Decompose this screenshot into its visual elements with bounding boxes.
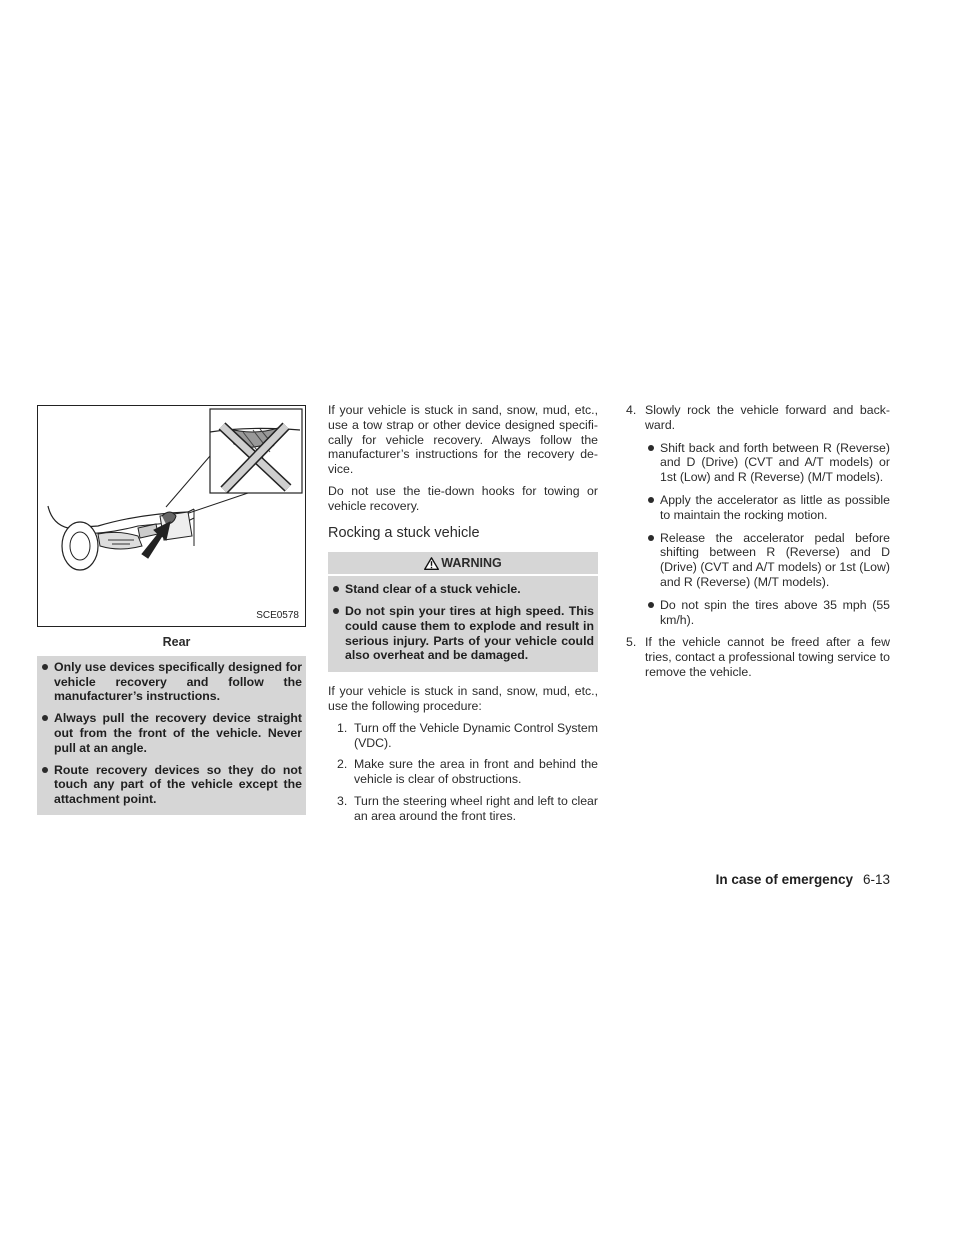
step-item	[626, 403, 890, 627]
figure-code: SCE0578	[256, 610, 299, 622]
step-item	[626, 635, 890, 679]
step-text: Turn the steering wheel right and left to clear an area around the front tires.	[354, 793, 598, 823]
page-number: 6-13	[862, 872, 890, 887]
step-text: If the vehicle cannot be freed after a few tries, contact a professional towing service to remove the vehicle.	[645, 635, 890, 679]
list-item: Only use devices specifically designed for vehicle recovery and follow the manufacturer’s instructions.	[39, 660, 302, 704]
step-number: 4.	[626, 403, 637, 417]
page-footer	[716, 872, 890, 887]
paragraph: If your vehicle is stuck in sand, snow, mud, etc., use the following procedure:	[328, 684, 598, 713]
list-item: Route recovery devices so they do not touch any part of the vehicle except the attachment point.	[39, 763, 302, 807]
list-item: Do not spin the tires above 35 mph (55 km/h).	[645, 598, 890, 628]
step-number: 3.	[337, 793, 348, 808]
step-4-bullets	[645, 441, 890, 628]
step-text: Turn off the Vehicle Dynamic Control System (VDC).	[354, 720, 598, 750]
list-item: Stand clear of a stuck vehicle.	[330, 582, 594, 597]
procedure-steps-continued	[626, 403, 890, 680]
middle-column	[328, 403, 598, 831]
step-number: 5.	[626, 635, 637, 650]
vehicle-rear-drawing	[38, 406, 305, 626]
step-text: Slowly rock the vehicle forward and back-ward.	[645, 403, 890, 432]
figure-caption: Rear	[162, 635, 191, 649]
step-item	[328, 794, 598, 824]
list-item: Shift back and forth between R (Reverse) and D (Drive) (CVT and A/T models) or 1st (Low) and R (Reverse) (M/T models).	[645, 441, 890, 485]
list-item: Release the accelerator pedal before shifting between R (Reverse) and D (Drive) (CVT and A/T models) or 1st (Low) and R (Reverse) (M/T models).	[645, 531, 890, 590]
list-item: Do not spin your tires at high speed. This could cause them to explode and result in serious injury. Parts of your vehicle could also overheat and be damaged.	[330, 604, 594, 663]
step-item	[328, 757, 598, 787]
warning-title: WARNING	[441, 556, 502, 571]
middle-warning-list	[330, 582, 594, 663]
left-warning-box	[37, 656, 306, 815]
right-column	[626, 403, 890, 687]
paragraph: Do not use the tie-down hooks for towing or vehicle recovery.	[328, 483, 598, 513]
left-warning-list	[39, 660, 302, 807]
procedure-steps	[328, 721, 598, 824]
warning-header	[328, 552, 598, 576]
list-item: Always pull the recovery device straight out from the front of the vehicle. Never pull at an angle.	[39, 711, 302, 755]
step-number: 2.	[337, 757, 348, 772]
footer-section-title: In case of emergency	[715, 872, 853, 887]
rear-recovery-hook-illustration	[37, 405, 306, 627]
section-heading: Rocking a stuck vehicle	[328, 524, 480, 541]
warning-triangle-icon	[424, 557, 439, 570]
step-text: Make sure the area in front and behind the vehicle is clear of obstructions.	[354, 757, 598, 787]
middle-warning-box	[328, 576, 598, 672]
list-item: Apply the accelerator as little as possible to maintain the rocking motion.	[645, 493, 890, 523]
paragraph: If your vehicle is stuck in sand, snow, mud, etc., use a tow strap or other device designed specifi-cally for vehicle recovery. Always follow the manufacturer’s instructions for the recovery de-vice.	[328, 403, 598, 477]
left-column	[37, 405, 306, 815]
step-item	[328, 721, 598, 751]
step-number: 1.	[337, 720, 348, 735]
